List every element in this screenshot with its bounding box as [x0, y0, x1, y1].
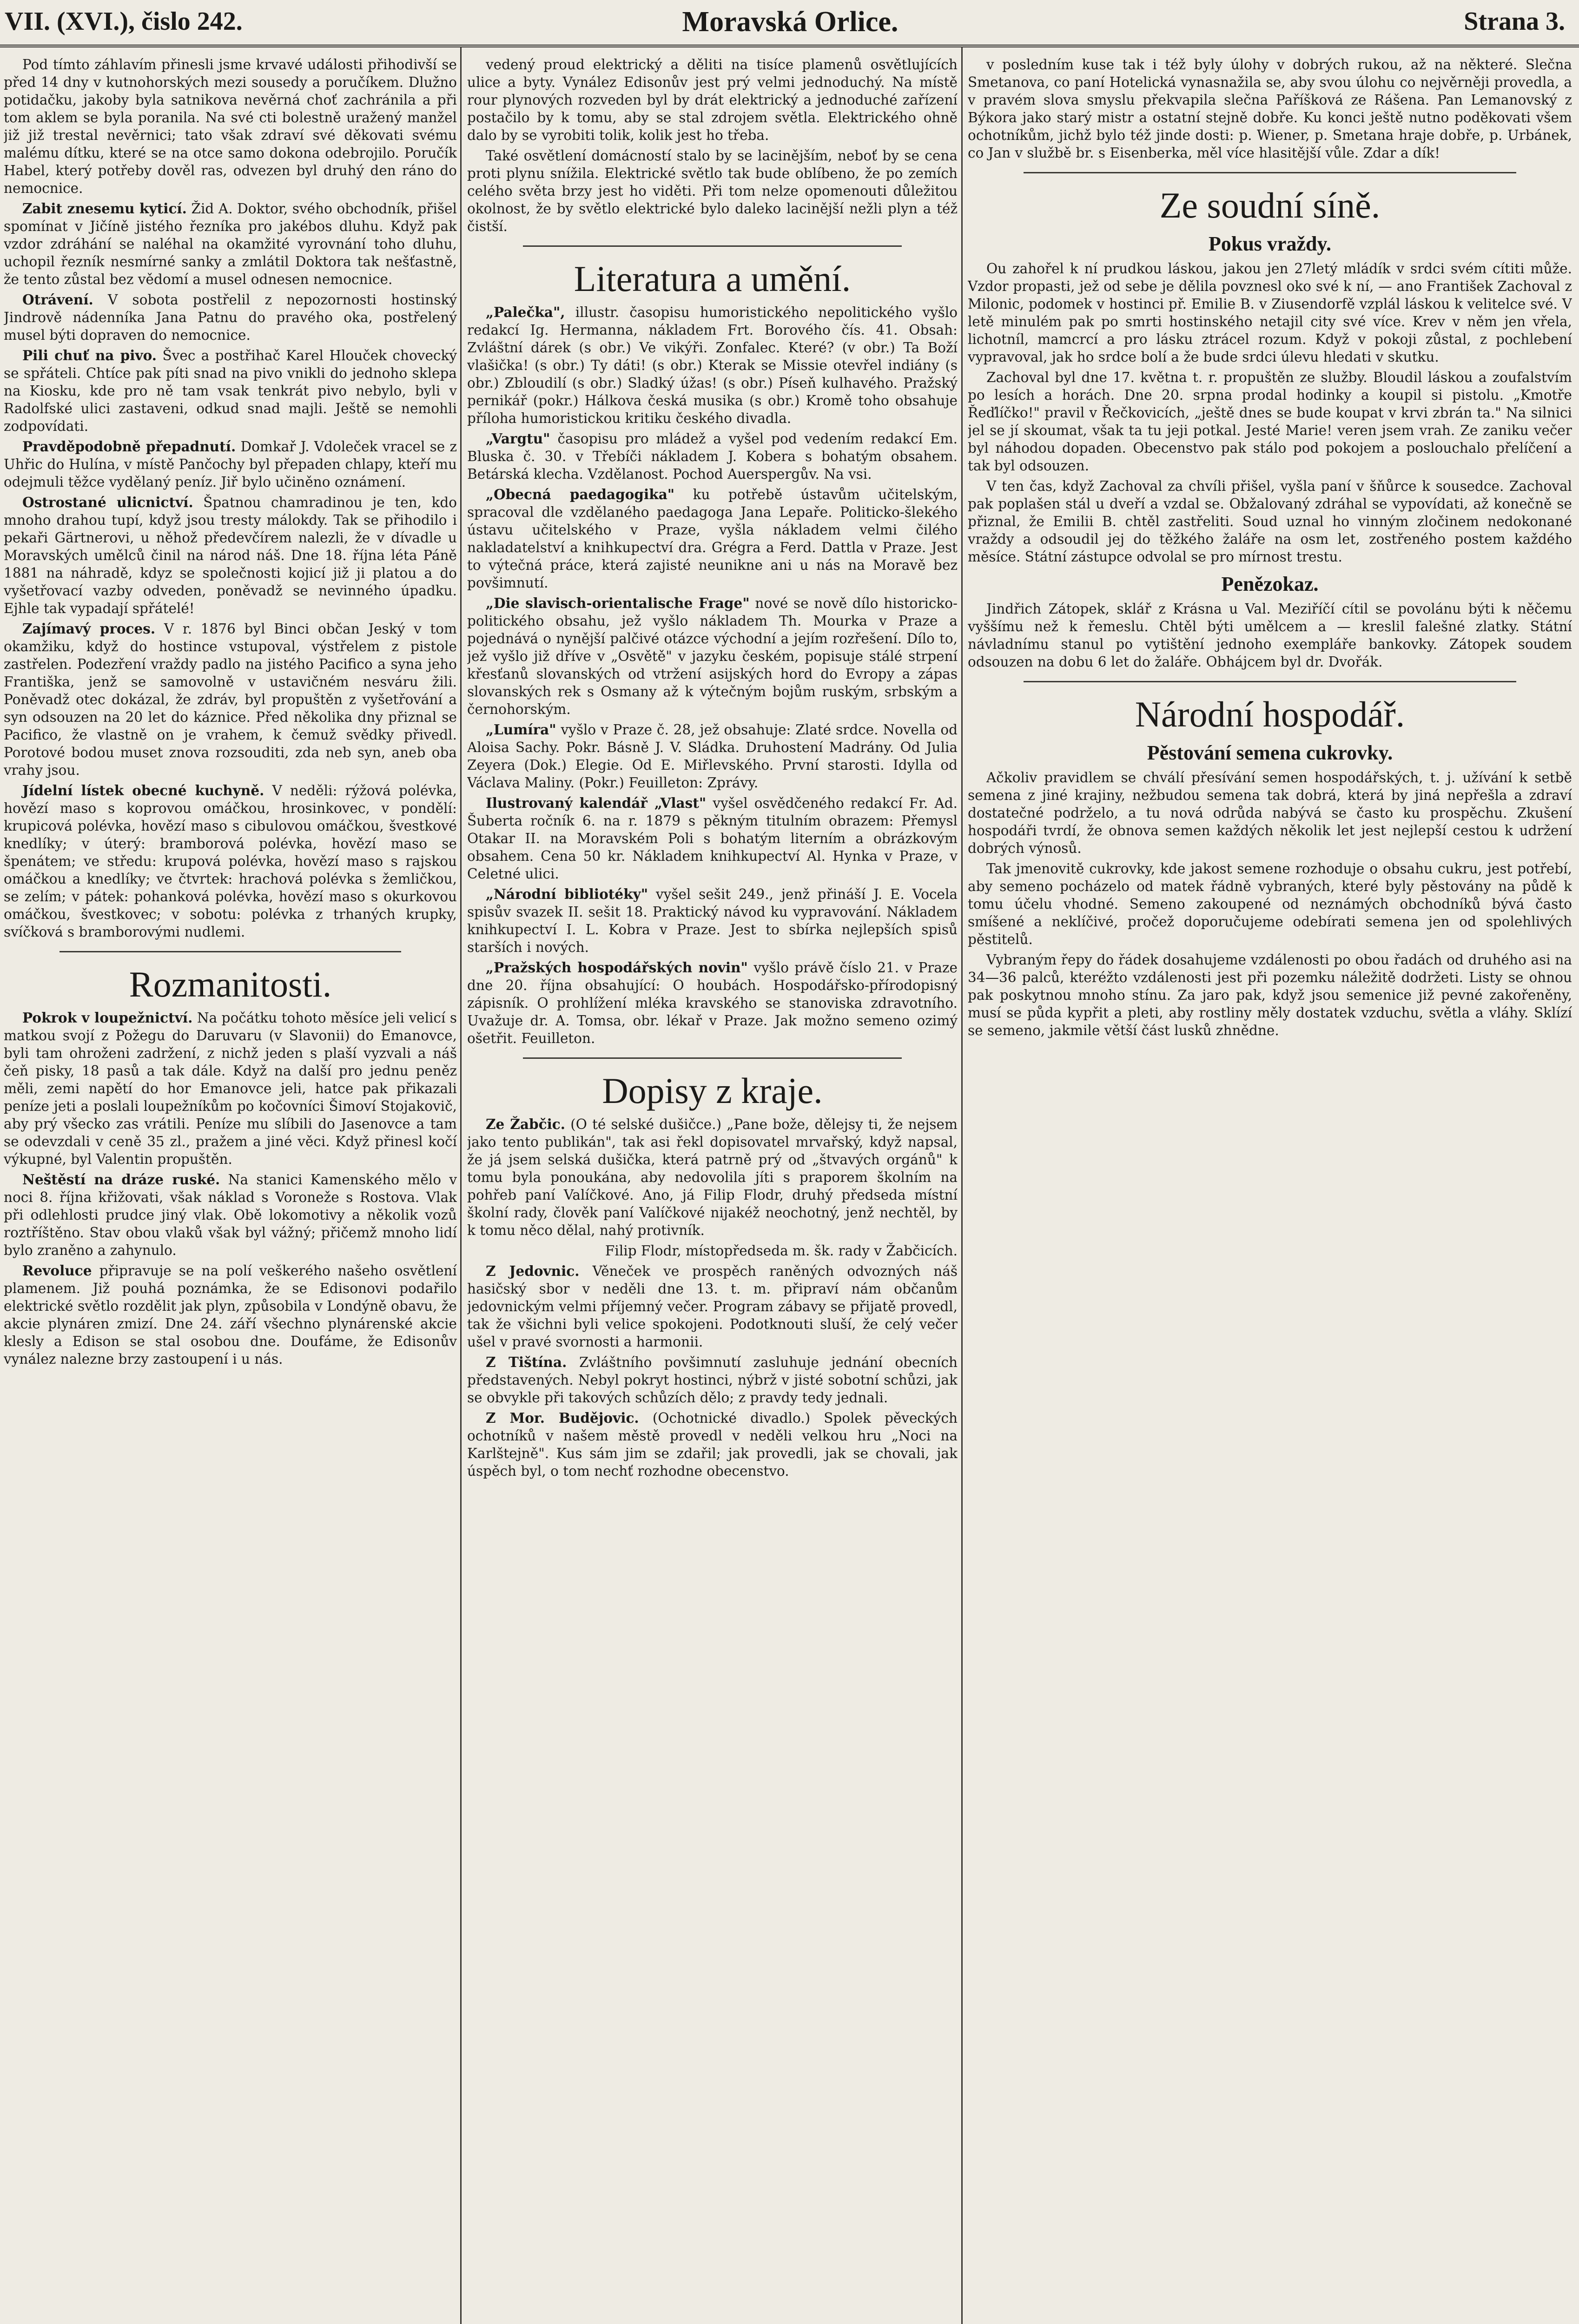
section-heading: Literatura a umění.: [574, 258, 851, 299]
article-subheading: Pokus vraždy.: [1208, 232, 1332, 255]
article-paragraph: [467, 959, 958, 1047]
article-headline: Ilustrovaný kalendář „Vlast": [486, 795, 707, 811]
article-paragraph: Jindřich Zátopek, sklář z Krásna u Val. Meziříčí cítil se povolánu býti k něčemu vyššímu než k řemeslu. Chtěl býti umělcem a — kreslil falešné zlatky. Státní návladnímu stanul po vytištění jednoho exempláře bankovky. Zátopek soudem odsouzen na dobu 6 let do žaláře. Obhájcem byl dr. Dvořák.: [968, 601, 1572, 670]
section-divider: [1024, 681, 1516, 682]
article-text: vyšlo právě číslo 21. v Praze dne 20. října obsahující: O houbách. Hospodářsko-přírodopisný zápisník. O prohlížení mléka kravského se stanoviska zdravotního. Uvažuje dr. A. Tomsa, obr. lékař v Praze. Jak možno semeno ozimý ošetřit. Feuilleton.: [467, 960, 958, 1046]
article-text: nové se nově dílo historicko-politického obsahu, jež vyšlo nákladem Th. Mourka v Praze a pojednává o nynější palčivé otázce východní a jejím rozřešení. Dílo to, jež vyšlo již dříve v „Osvětě" v jazyku českém, popisuje stálé strpení křesťanů slovanských od vtržení asijských hord do Evropy a zápas slovanských rek s Osmany až k výtečným bojům ruským, srbským a černohorským.: [467, 595, 958, 717]
article-headline: Revoluce: [22, 1262, 92, 1279]
article-text: Na stanici Kamenského mělo v noci 8. října křižovati, však náklad s Voroneže s Rostova. Vlak při odlehlosti prudce jiný vlak. Obě lokomotivy a několik vozů roztříštěno. Stav obou vlaků však byl vážný; přičemž mnoho lidí bylo zraněno a zahynulo.: [4, 1172, 457, 1258]
article-paragraph: Zachoval byl dne 17. května t. r. propuštěn ze služby. Bloudil láskou a zoufalstvím po lesích a horách. Dne 20. srpna prodal hodinky a koupil si pistolu. „Kmotře Řeďlíčko!" pravil v Řečkovicích, „ještě dnes se bude koupat v krvi zbrán ta." Na silnici jel se jí skoumat, však ta tu jeji potkal. Jesté Marie! veren jsem vrah. Ze zaniku večer byl náhodou dopaden. Obecenstvo pak stálo pod pokojem a poslouchalo přelíčení a tak byl odsouzen.: [968, 370, 1572, 474]
article-headline: Pokrok v loupežnictví.: [22, 1010, 193, 1026]
article-text: ku potřebě ústavům učitelským, spracoval dle vzdělaného paedagoga Jana Lepaře. Politicko-šlekého ústavu učitelského v Praze, vyšla nákladem velmi čilého nakladatelství a knihkupectví dra. Grégra a Ferd. Dattla v Praze. Jest to výtečná práce, která zajisté neunikne ani u nás na Moravě bez povšimnutí.: [467, 487, 958, 591]
article-headline: Z Tištína.: [486, 1354, 567, 1370]
section-divider: [523, 245, 902, 247]
article-text: vyšlo v Praze č. 28, jež obsahuje: Zlaté srdce. Novella od Aloisa Sachy. Pokr. Básně J. V. Sládka. Druhostení Madrány. Od Julia Zeyera (Dok.) Elegie. Od E. Miřlevského. První starosti. Idylla od Václava Maliny. (Pokr.) Feuilleton: Zprávy.: [467, 722, 958, 791]
article-subheading: Penězokaz.: [1221, 573, 1319, 595]
article-headline: „Pražských hospodářských novin": [486, 959, 748, 976]
article-text: Zvláštního povšimnutí zasluhuje jednání obecních představených. Nebyl pokryt hostinci, nýbrž v jisté sobotní schůzi, jak se obvykle při takových schůzích dělo; z pravdy tedy jednali.: [467, 1354, 958, 1406]
section-heading: Ze soudní síně.: [1159, 185, 1381, 225]
article-headline: Z Mor. Budějovic.: [486, 1410, 639, 1426]
article-headline: Zabit znesemu kyticí.: [22, 200, 187, 217]
article-text: illustr. časopisu humoristického nepolitického vyšlo redakcí Ig. Hermanna, nákladem Frt. Borového čís. 41. Obsah: Zvláštní dárek (s obr.) Ve vikýři. Zonfalec. Které? (v obr.) Ta Boží vlašička! (s obr.) Ty dáti! (s obr.) Kterak se Missie otevřel indiány (s obr.) Zbloudilí (s obr.) Sladký úžas! (s obr.) Píseň kulhavého. Pražský pernikář (pokr.) Hálkova česká musika (s obr.) Kromě toho obsahuje příloha humoristickou kritiku českého divadla.: [467, 304, 958, 426]
article-headline: Z Jedovnic.: [486, 1263, 580, 1279]
article-text: vyšel osvědčeného redakcí Fr. Ad. Šuberta ročník 6. na r. 1879 s pěkným titulním obrazem: Přemysl Otakar II. na Moravském Poli s bohatým literním a obrázkovým obsahem. Cena 50 kr. Nákladem knihkupectví Al. Hynka v Praze, v Celetné ulici.: [467, 795, 958, 882]
article-paragraph: [4, 1171, 457, 1259]
article-headline: Pili chuť na pivo.: [22, 347, 157, 363]
article-headline: „Palečka",: [486, 304, 565, 320]
article-paragraph: Ou zahořel k ní prudkou láskou, jakou jen 27letý mládík v srdci svém cítiti může. Vzdor propasti, jež od sebe je dělila povznesl oko své k ní, — ano František Zachoval z Milonic, podomek v hostinci př. Emilie B. v Ziusendorfě vzplál láskou k velitelce své. V letě minulém pak po smrti hostinského netajil city své více. Krev v něm jen vřela, lichotníl, mamcrcí a pro lásku ztrácel rozum. Když v pokoji zůstal, z pochlebení vypravoval, jak ho srdce bolí a že bude srdci úlevu hledati v skutku.: [968, 261, 1572, 365]
article-headline: Pravděpodobně přepadnutí.: [22, 438, 236, 455]
article-text: V sobota postřelil z nepozornosti hostinský Jindrově nádenníka Jana Patnu do pravého oka, postřelený musel býti dopraven do nemocnice.: [4, 292, 457, 343]
article-headline: Ze Žabčic.: [486, 1116, 566, 1132]
article-text: vyšel sešit 249., jenž přináší J. E. Vocela spisův svazek II. sešit 18. Praktický návod ku vypravování. Nákladem knihkupectví I. L. Kobra v Praze. Jest to sbírka nejlepších spisů starších i nových.: [467, 886, 958, 955]
article-paragraph: [467, 304, 958, 427]
article-paragraph: [467, 1353, 958, 1406]
column-3: [968, 56, 1572, 2324]
article-paragraph: v posledním kuse tak i též byly úlohy v dobrých rukou, až na některé. Slečna Smetanova, co paní Hotelická vynasnažila se, aby svou úlohu co nejvěrněji provedla, a v pravém slova smyslu překvapila slečna Paříšková ze Rášena. Pan Lemanovský z Býkora jako starý mistr a ostatní stejně dobře. Ku konci ještě nutno poděkovati všem ochotníkům, jichž bylo též jinde dosti: p. Wiener, p. Smetana hraje dobře, p. Urbánek, co Jan v službě br. s Eisenberka, měl více hlasitější vůle. Zdar a dík!: [968, 57, 1572, 161]
article-paragraph: [4, 347, 457, 435]
article-text: Na počátku tohoto měsíce jeli velicí s matkou svojí z Požegu do Daruvaru (v Slavonii) do Emanovce, byli tam ohroženi zadržení, z nichž jeden s plaší vyzvali a náš čeň pisky, 18 pasů a tak dále. Když na další pro jednu peněz měli, zemi napětí do hor Emanovce jeli, hatce pak přikazali peníze jeti a poslali loupežníkům po kočovníci Šimoví Stojakovič, aby prý všecko zas vrátili. Peníze mu slíbili do Jasenovce a tam se odevzdali v ceně 35 zl., pražem a jiné věci. Když přinesl kočí výkupné, byl Valentin propuštěn.: [4, 1010, 457, 1167]
article-paragraph: [4, 620, 457, 779]
article-text: Švec a postřihač Karel Hlouček chovecký se spřáteli. Chtíce pak píti snad na pivo vnikli do jednoho sklepa na Kiosku, kde pro ně tam vsak tenkrát pivo nebylo, byli v Radolfské ulici zastaveni, odkud snad majli. Ještě se nemohli zodpovídati.: [4, 348, 457, 434]
article-text: časopisu pro mládež a vyšel pod vedením redakcí Em. Bluska č. 30. v Třebíči nákladem J. Kobera s bohatým obsahem. Betárská klecha. Vzdělanost. Pochod Auerspergův. Na vsi.: [467, 431, 958, 482]
article-headline: Jídelní lístek obecné kuchyně.: [22, 782, 264, 799]
article-text: (Ochotnické divadlo.) Spolek pěveckých ochotníků v našem městě provedl v neděli velkou hru „Noci na Karlštejně". Kus sám jim se zdařil; jak provedli, jak se chovali, jak úspěch byl, o tom nechť rozhodne obecenstvo.: [467, 1410, 958, 1479]
article-text: V neděli: rýžová polévka, hovězí maso s koprovou omáčkou, hrosinkovec, v pondělí: krupicová polévka, hovězí maso s cibulovou omáčkou, švestkové knedlíky; v úterý: bramborová polévka, hovězí maso se špenátem; ve středu: krupová polévka, hovězí maso s rajskou omáčkou a knedlíky; ve čtvrtek: hrachová polévka s žemličkou, se zelím; v pátek: pohanková polévka, hovězí maso s okurkovou omáčkou, švestkovec; v sobotu: polévka z trhaných krupky, svíčková s bramborovými nudlemi.: [4, 783, 457, 940]
article-paragraph: [467, 1262, 958, 1351]
article-paragraph: [4, 782, 457, 941]
article-text: připravuje se na polí veškerého našeho osvětlení plamenem. Již pouhá poznámka, že se Edisonovi podařilo elektrické světlo rozdělit jak plyn, způsobila v Londýně obavu, že akcie plynáren zmizí. Dne 24. září všechno plynárenské akcie klesly a Edison se stal osobou dne. Doufáme, že Edisonův vynález nalezne brzy zastoupení i u nás.: [4, 1263, 457, 1367]
article-paragraph: [4, 200, 457, 288]
article-headline: Neštěstí na dráze ruské.: [22, 1171, 220, 1188]
article-paragraph: [467, 486, 958, 592]
article-paragraph: Pod tímto záhlavím přinesli jsme krvavé události přihodivší se před 14 dny v kutnohorských mezi sousedy a poručíkem. Dlužno potidačku, jakoby byla satnikova nevěrná choť zachránila a při tom aklem se byla poranila. Na své cti bolestně uražený manžel již již trestal nevěrnici; tato však zdraví své děkovati svému malému dítku, které se na otce samo dokona odebrojilo. Poručík Habel, který potřeby dověl ras, odvezen byl druhý den ráno do nemocnice.: [4, 57, 457, 196]
article-paragraph: V ten čas, když Zachoval za chvíli přišel, vyšla paní v šňůrce k sousedce. Zachoval pak poplašen stál u dveří a vzdal se. Obžalovaný zdráhal se vypovídati, až konečně se přiznal, že Emilii B. chtěl zastřeliti. Soud uznal ho vinným zločinem nedokonané vraždy a odsoudil jej do těžkého žaláře na osm let, zostřeného postem každého měsíce. Státní zástupce odvolal se pro mírnost trestu.: [968, 478, 1572, 565]
article-headline: Ostrostané ulicnictví.: [22, 494, 193, 510]
article-text: Žid A. Doktor, svého obchodník, přišel spomínat v Jičíně jistého řezníka pro jakébos dluhu. Když pak vzdor zdráhání se naléhal na okamžité vyrovnání toho dluhu, uchopil řezník nesmírné sanky a zmlátil Doktora tak nešťastně, že tento zůstal bez vědomí a musel odnesen nemocnice.: [4, 201, 457, 287]
article-paragraph: [467, 430, 958, 483]
page-header: [0, 0, 1579, 47]
article-headline: „Obecná paedagogika": [486, 486, 675, 502]
article-headline: „Vargtu": [486, 430, 550, 447]
article-paragraph: Ačkoliv pravidlem se chválí přesívání semen hospodářských, t. j. užívání k setbě semena z jiné krajiny, nežbudou semena tak dobrá, která by jiná nepřešla a zdraví dostatečné podrželo, a tu nová odrůda nabývá se často ku prospěchu. Zkušení hospodáři tvrdí, že obnova semen každých několik let jest nejlepší cestou k udržení dobrých výnosů.: [968, 770, 1572, 856]
article-text: Věneček ve prospěch raněných odvozných náš hasičský sbor v neděli dne 13. t. m. připraví nám občanům jedovnickým velmi příjemný večer. Program zábavy se přijatě provedl, tak že všichni byli velice spokojeni. Podotknouti sluší, že celý večer ušel v pravé svornosti a harmonii.: [467, 1263, 958, 1350]
article-paragraph: Tak jmenovitě cukrovky, kde jakost semene rozhoduje o obsahu cukru, jest potřebí, aby semeno pocházelo od matek řádně vybraných, které byly pěstovány na půdě k tomu účelu vhodné. Semeno zakoupené od neznámých obchodníků bývá často smíšené a neklíčivé, pročež doporučujeme odebírati semena jen od spolehlivých pěstitelů.: [968, 861, 1572, 947]
article-paragraph: [467, 794, 958, 883]
column-divider: [961, 46, 963, 2324]
section-divider: [59, 951, 401, 952]
article-text: Domkař J. Vdoleček vracel se z Uhřic do Hulína, v místě Pančochy byl přepaden chlapy, kteří mu odejmuli těžce vydělaný peníz. Jiř bylo učiněno oznámení.: [4, 439, 457, 490]
column-1: [4, 56, 457, 2324]
issue-number: VII. (XVI.), čislo 242.: [5, 7, 243, 36]
article-headline: Otrávení.: [22, 291, 93, 308]
article-headline: „Národní bibliotéky": [486, 886, 648, 902]
article-paragraph: [467, 721, 958, 792]
article-headline: „Die slavisch-orientalische Frage": [486, 595, 750, 611]
page-number: Strana 3.: [1464, 7, 1565, 36]
letter-signature: Filip Flodr, místopředseda m. šk. rady v Žabčicích.: [605, 1243, 958, 1259]
article-paragraph: [467, 1409, 958, 1480]
article-paragraph: [4, 1009, 457, 1168]
article-paragraph: vedený proud elektrický a děliti na tisíce plamenů osvětlujících ulice a byty. Vynález Edisonův jest prý velmi jednoduchý. Na místě rour plynových rozveden byl by drát elektrický a jednoduché zařízení postačilo by k tomu, aby se stal zdrojem světla. Elektrického ohně dalo by se vyrobiti tolik, kolik jest ho třeba.: [467, 57, 958, 143]
article-headline: Zajímavý proces.: [22, 621, 156, 637]
column-divider: [460, 46, 462, 2324]
article-paragraph: [4, 438, 457, 491]
section-heading: Rozmanitosti.: [129, 964, 332, 1004]
section-divider: [523, 1057, 902, 1059]
article-headline: „Lumíra": [486, 721, 556, 738]
article-paragraph: [467, 594, 958, 718]
article-subheading: Pěstování semena cukrovky.: [1147, 741, 1393, 764]
article-paragraph: [467, 1116, 958, 1239]
column-2: [467, 56, 958, 2324]
section-heading: Národní hospodář.: [1135, 694, 1405, 734]
section-heading: Dopisy z kraje.: [602, 1070, 823, 1111]
article-paragraph: Vybraným řepy do řádek dosahujeme vzdálenosti po obou řadách od druhého asi na 34—36 palců, kteréžto vzdálenosti jest při pozemku náležitě dodržeti. Listy se ohnou pak poskytnou mnoho stínu. Za jaro pak, když jsou semenice již pevné zakořeněny, musí se půda kypřit a pleti, aby rostliny měly dostatek vzduchu, světla a vláhy. Sklízí se semeno, jakmile větší část lusků zhnědne.: [968, 952, 1572, 1038]
article-text: (O té selské dušičce.) „Pane bože, dělejsy ti, že nejsem jako tento publikán", tak asi řekl dopisovatel mrvařský, když napsal, že já jsem selská dušička, která patrně prý od „štvavých orgánů" k tomu byla ponoukána, aby nedovolila jíti s praporem školním na pohřeb paní Valíčkové. Ano, já Filip Flodr, druhý předseda místní školní rady, člověk paní Valíčkové nijakéž neochotný, jenž nechtěl, by k tomu něco dělal, nahý protivník.: [467, 1116, 958, 1238]
article-text: Špatnou chamradinou je ten, kdo mnoho drahou tupí, když jsou tresty málokdy. Tak se přihodilo i pekaři Gärtnerovi, u něhož předevčírem nalezli, že v dívadle u Moravských umělců činil na národ náš. Dne 18. října léta Páně 1881 na náhradě, kdyz se společnosti kojicí již ji platou a do vyšetřovací vazby odveden, poněvadž se nevinného úpadku. Ejhle tak vypadají spřátelé!: [4, 495, 457, 616]
article-paragraph: [4, 291, 457, 344]
article-paragraph: Také osvětlení domácností stalo by se lacinějším, neboť by se cena proti plynu snížila. Elektrické světlo tak bude oblíbeno, že po zemích celého světa brzy jest ho viděti. Při tom nelze opomenouti důležitou okolnost, že by světlo elektrické bylo daleko lacinější nežli plyn a též čistší.: [467, 148, 958, 234]
article-text: V r. 1876 byl Binci občan Jeský v tom okamžiku, když do hostince vstupoval, výstřelem z pistole zastřelen. Podezření vraždy padlo na jistého Pacifico a syna jeho Františka, jenž se samovolně v ustavičném nesváru žili. Poněvadž otec dokázal, že zdráv, byl propuštěn z vyšetřování a syn odsouzen na 20 let do káznice. Před několika dny přiznal se Pacifico, že vlastně on je vrahem, k čemuž svědky přivedl. Porotové bodou muset znova rozsouditi, zda neb syn, aneb oba vrahy jsou.: [4, 621, 457, 778]
section-divider: [1024, 172, 1516, 173]
article-paragraph: [467, 885, 958, 956]
article-paragraph: [4, 494, 457, 617]
masthead-title: Moravská Orlice.: [682, 6, 899, 38]
article-paragraph: [4, 1262, 457, 1368]
